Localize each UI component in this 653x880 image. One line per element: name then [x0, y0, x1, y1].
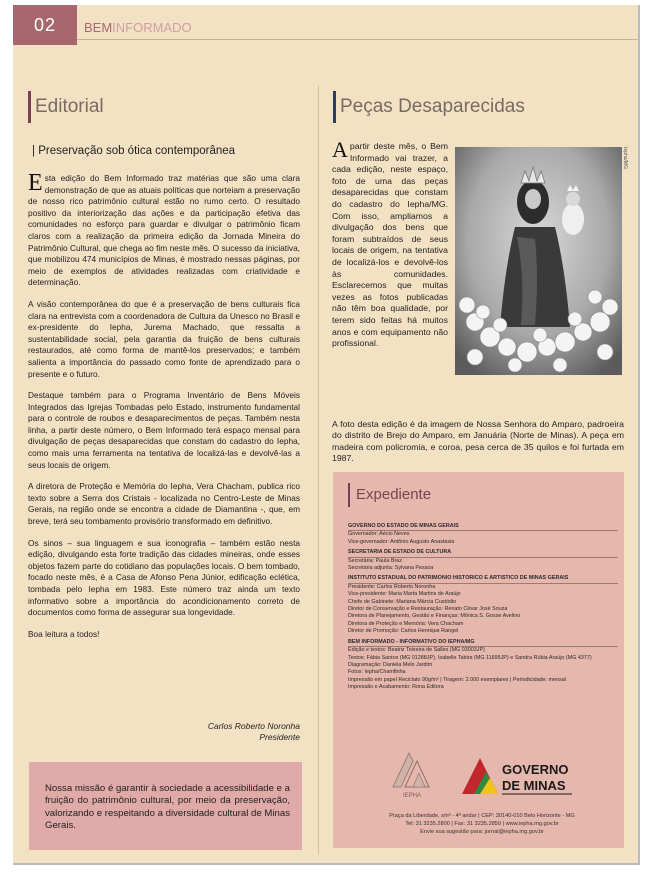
heading-accent-bar: [348, 483, 350, 507]
credit-line: Textos: Fábia Santos (MG 01288JP), Isabelle Tabira (MG 11695JP) e Sandra Rúbia Araújo (MG 4377): [348, 654, 592, 661]
contact-line: Tel: 31 3235.2800 | Fax: 31 3235.2850 | www.iepha.mg.gov.br: [405, 821, 559, 827]
credit-line: Edição e textos: Beatriz Teixeira de Salles (MG 03003JP): [348, 647, 485, 654]
credit-line: Vice-governador: Antônio Augusto Anastasia: [348, 538, 455, 545]
credit-section-heading: BEM INFORMADO - INFORMATIVO DO IEPHA/MG: [348, 639, 618, 647]
heading-accent-bar: [28, 91, 31, 123]
credit-line: Impressão e Acabamento: Rona Editora: [348, 684, 444, 691]
drop-cap: A: [332, 137, 348, 162]
credit-line: Diagramação: Daniela Melo Jardim: [348, 661, 433, 668]
iepha-logo-icon: [387, 743, 437, 803]
editorial-paragraph: A diretora de Proteção e Memória do Iepha, Vera Chacham, publica rico texto sobre a Serra dos Cristais - localizada no Centro-Leste de Minas Gerais, na região onde se encontra a cidade de Diamantina -, que, em breve, terá seu tombamento provisório transformado em definitivo.: [28, 481, 300, 527]
contact-info: [352, 812, 612, 836]
editorial-heading: [28, 95, 104, 119]
credit-section-heading: GOVERNO DO ESTADO DE MINAS GERAIS: [348, 523, 618, 531]
credit-section-heading: INSTITUTO ESTADUAL DO PATRIMÔNIO HISTÓRICO E ARTÍSTICO DE MINAS GERAIS: [348, 575, 618, 583]
credit-line: Secretária adjunta: Sylvana Pessoa: [348, 565, 434, 572]
credit-line: Governador: Aécio Neves: [348, 531, 410, 538]
drop-cap: E: [28, 170, 43, 196]
credit-line: Fotos: Iepha/Chamfinha: [348, 669, 406, 676]
expediente-heading: [348, 486, 431, 503]
editorial-body: [28, 170, 300, 650]
editorial-subheading-text: Preservação sob ótica contemporânea: [38, 145, 236, 157]
saint-statue-photo: [455, 147, 622, 375]
governo-minas-logo: [460, 752, 575, 802]
mission-text: Nossa missão é garantir à sociedade a acessibilidade e a fruição do patrimônio cultural, por meio da preservação, valorizando e respeitando a diversidade cultural de Minas Gerais.: [45, 783, 290, 831]
pecas-heading: [333, 95, 525, 119]
governo-minas-logo-icon: [460, 752, 575, 802]
photo-caption: A foto desta edição é da imagem de Nossa Senhora do Amparo, padroeira do distrito de Brejo do Amparo, em Januária (Norte de Minas). A peça em madeira com policromia, e coroa, pesa cerca de 35 quilos e foi furtada em 1987.: [332, 419, 624, 463]
credit-line: Diretor de Conservação e Restauração: Renato César José Souza: [348, 606, 508, 613]
contact-line: Praça da Liberdade, s/nº - 4º andar | CEP: 30140-010 Belo Horizonte - MG: [389, 813, 575, 819]
column-divider: [318, 85, 319, 855]
contact-line: Envie sua sugestão para: jornal@iepha.mg.gov.br: [420, 829, 544, 835]
heading-accent-bar: [333, 91, 336, 123]
iepha-logo: [387, 743, 437, 803]
editorial-signature: [190, 721, 300, 743]
editorial-paragraph: Os sinos – sua linguagem e sua iconografia – também estão nesta edição, divulgando esta forte tradição das cidades mineiras, onde esses objetos fazem parte do cotidiano das populações locais. O bem tombado, focado neste mês, é a Casa de Afonso Pena Júnior, edificação eclética, tombada pelo Iepha em 1983. Este número traz ainda um texto informativo sobre a importância do acondicionamento correto de documentos como forma de assegurar sua longevidade.: [28, 537, 300, 618]
editorial-paragraph: Destaque também para o Programa Inventário de Bens Móveis Integrados das Igrejas Tombadas pelo Estado, instrumento fundamental para o controle de roubos e desaparecimentos de peças. Também nesta linha, a partir deste número, o Bem Informado terá espaço mensal para divulgação de peças desaparecidas que constam do cadastro do Iepha, como mais uma ferramenta na tentativa de localizá-las e devolvê-las a seus locais de origem.: [28, 390, 300, 470]
credit-line: Presidente: Carlos Roberto Noronha: [348, 583, 436, 590]
publication-title-bold: BEM: [84, 20, 113, 35]
page-number: 02: [13, 5, 77, 45]
credit-line: Diretora de Planejamento, Gestão e Finanças: Mônica S. Gosse Avelino: [348, 613, 521, 620]
expediente-credits: [348, 520, 618, 692]
editorial-paragraph: [28, 170, 300, 289]
credit-line: Vice-presidente: Maria Marta Martins de Araújo: [348, 591, 461, 598]
gov-logo-line1: GOVERNO: [502, 762, 569, 777]
publication-title: [84, 20, 192, 35]
iepha-logo-text: IEPHA: [402, 793, 422, 799]
credit-section-heading: SECRETARIA DE ESTADO DE CULTURA: [348, 549, 618, 557]
signature-role: Presidente: [259, 732, 300, 742]
publication-title-light: INFORMADO: [112, 20, 192, 35]
statue-image: [455, 147, 622, 375]
credit-line: Impressão em papel Reciclato 90g/m² | Tiragem: 2.000 exemplares | Periodicidade: mensal: [348, 676, 566, 683]
credit-line: Chefe de Gabinete: Mariana Márcia Custódio: [348, 598, 457, 605]
editorial-paragraph: Boa leitura a todos!: [28, 628, 100, 639]
credit-line: Diretora de Proteção e Memória: Vera Chacham: [348, 620, 464, 627]
photo-credit: Iepha/MG: [622, 147, 628, 169]
pecas-heading-text: Peças Desaparecidas: [340, 96, 525, 117]
header-rule: [77, 39, 638, 40]
gov-logo-line2: DE MINAS: [502, 778, 566, 793]
editorial-heading-text: Editorial: [35, 96, 104, 117]
credit-line: Diretor de Promoção: Carlos Henrique Rangel: [348, 628, 459, 635]
editorial-paragraph: A visão contemporânea do que é a preservação de bens culturais fica clara na entrevista com a coordenadora de Cultura da Unesco no Brasil e ex-presidente do Iepha, Jurema Machado, que ressalta a sustentabilidade social, pela garantia da fruição de bens culturais restaurados, até como forma de mantê-los preservados; e também salienta a importância do passado como fonte de aprendizado para o presente e o futuro.: [28, 298, 300, 379]
signature-name: Carlos Roberto Noronha: [207, 721, 300, 731]
credit-line: Secretária: Paula Braz: [348, 557, 402, 564]
editorial-subheading: | Preservação sob ótica contemporânea: [32, 145, 236, 157]
expediente-heading-text: Expediente: [356, 486, 432, 503]
pecas-intro: [332, 137, 448, 350]
editorial-paragraph-text: sta edição do Bem Informado traz matérias que são uma clara demonstração de que as atuais políticas que norteiam a preservação de nosso rico patrimônio cultural estão no rumo certo. O resultado positivo da interiorização das ações e da participação efetiva das comunidades no esforço para guardar e divulgar o patrimônio ficam claros com a realização da primeira edição da Jornada Mineira do Patrimônio Cultural, que chega ao fim neste mês. O sucesso da iniciativa, que mobilizou 474 municípios de Minas, é mostrado nessas páginas, por meio de exemplos de atividades realizadas com criatividade e determinação.: [28, 173, 300, 288]
pecas-intro-text: partir deste mês, o Bem Informado vai trazer, a cada edição, neste espaço, foto de uma das peças desaparecidas que constam do cadastro do Iepha/MG. Com isso, ampliamos a divulgação dos bens que foram subtraídos de seus locais de origem, na tentativa de localizá-los e devolvê-los às comunidades. Esclarecemos que muitas vezes as fotos publicadas não têm boa qualidade, por terem sido feitas há muitos anos e com equipamento não profissional.: [332, 141, 448, 349]
